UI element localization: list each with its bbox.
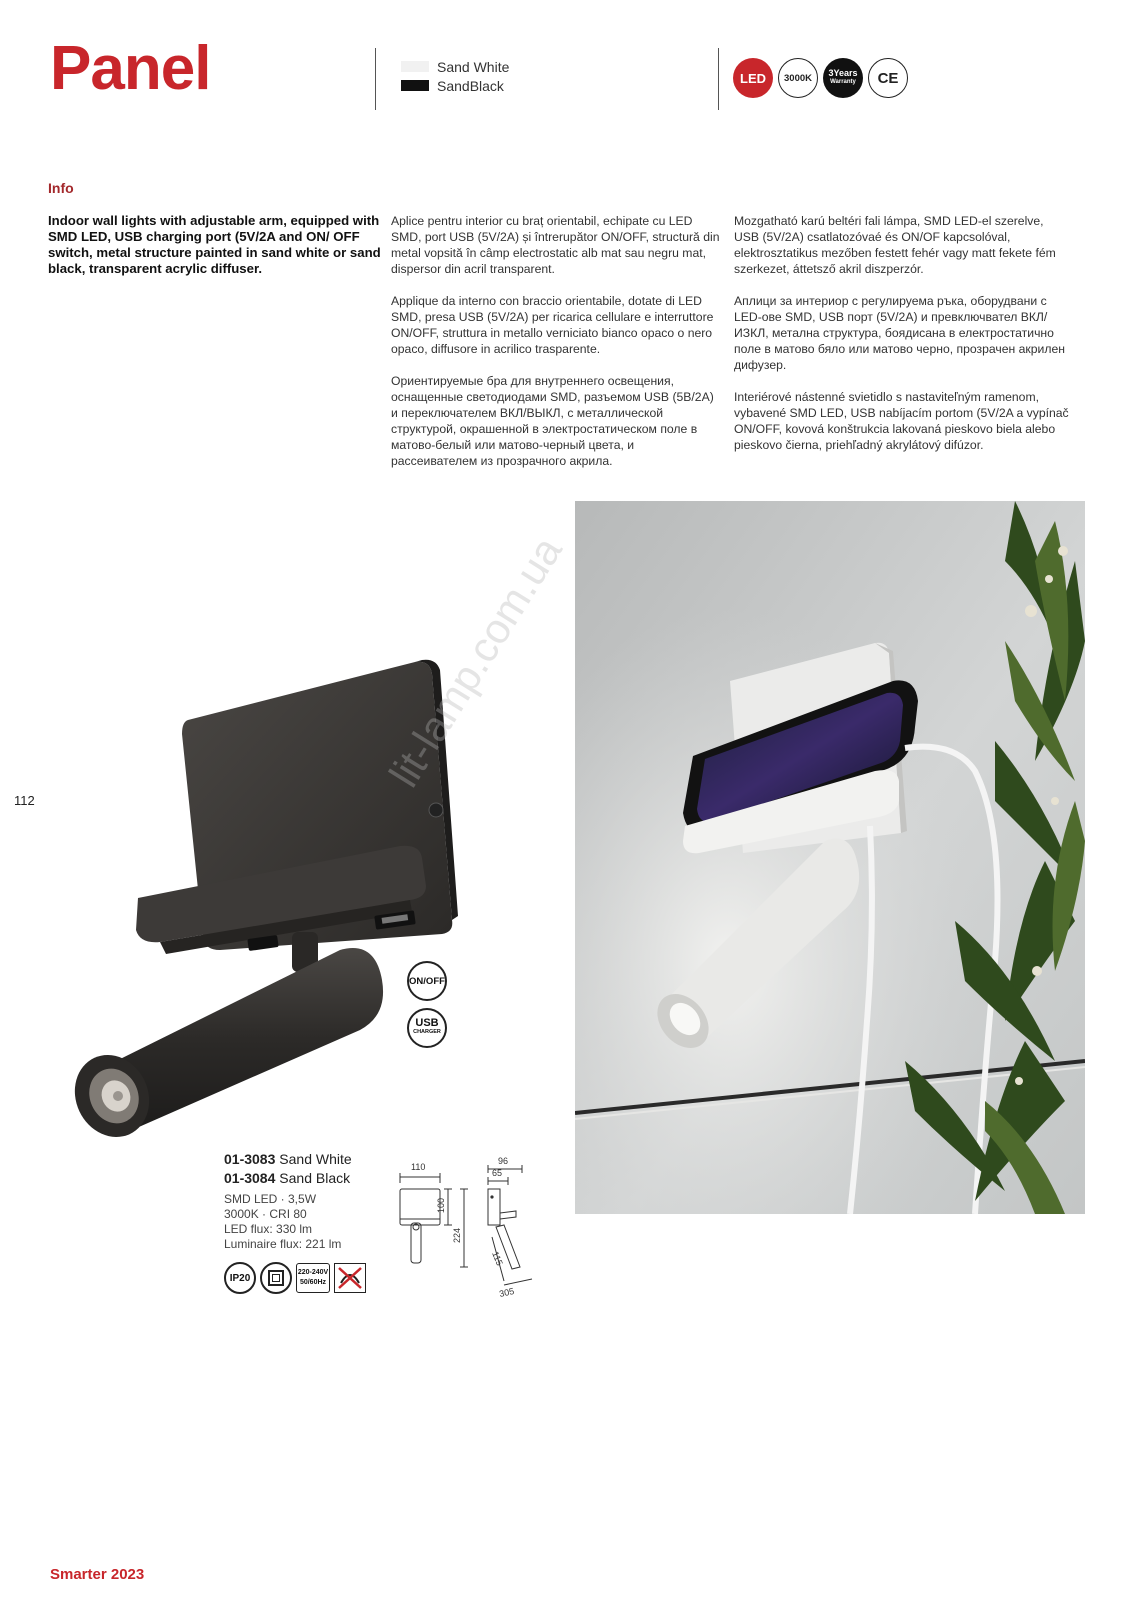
on-off-label: ON/OFF bbox=[409, 975, 445, 987]
code-row-black bbox=[224, 1169, 352, 1188]
product-code: 01-3084 bbox=[224, 1170, 276, 1186]
dim-front-width: 110 bbox=[411, 1162, 426, 1172]
dimension-drawing bbox=[392, 1157, 552, 1307]
on-off-switch-icon bbox=[407, 961, 447, 1001]
description-hu: Mozgatható karú beltéri fali lámpa, SMD LED-el szerelve, USB (5V/2A) csatlatozóvaé és ON/OF kapcsolóval, elektrosztatikus mezőben festett fehér vagy matt fekete fém szerkezet, áttetsző akril diszperzór. bbox=[734, 214, 1056, 276]
voltage-icon bbox=[296, 1263, 330, 1293]
description-ro: Aplice pentru interior cu braț orientabil, echipate cu LED SMD, port USB (5V/2A) și întrerupător ON/OFF, structură din metal vopsită în câmp electrostatic alb mat sau negru mat, dispersor din acril transparent. bbox=[391, 214, 720, 276]
page-title: Panel bbox=[50, 34, 211, 103]
finish-sand-black bbox=[401, 76, 509, 95]
warranty-badge bbox=[823, 58, 863, 98]
description-col-2 bbox=[391, 213, 723, 485]
finish-swatches bbox=[401, 57, 509, 95]
dim-side-depth: 96 bbox=[498, 1157, 509, 1166]
warranty-word: Warranty bbox=[830, 79, 856, 85]
product-codes bbox=[224, 1150, 352, 1252]
description-col-3 bbox=[734, 213, 1069, 469]
usb-charger-icon bbox=[407, 1008, 447, 1048]
product-code: 01-3083 bbox=[224, 1151, 276, 1167]
footer-label: Smarter 2023 bbox=[50, 1566, 145, 1583]
description-sk: Interiérové nástenné svietidlo s nastaviteľným ramenom, vybavené SMD LED, USB nabíjacím portom (5V/2A a vypínač ON/OFF, kovová konštrukcia lakovaná pieskovo biela alebo pieskovo čierna, priehľadný akrylátový difúzor. bbox=[734, 390, 1069, 452]
spec-line: LED flux: 330 lm bbox=[224, 1222, 313, 1236]
swatch-white bbox=[401, 61, 429, 72]
product-photo-white bbox=[575, 501, 1085, 1214]
watermark: lit-lamp.com.ua bbox=[380, 528, 571, 795]
description-bg: Аплици за интериор с регулируема ръка, оборудвани с LED-ове SMD, USB порт (5V/2A) и превключвател ВКЛ/ИЗКЛ, метална структура, боядисана в електростатично поле в матово бяло или матово черно, прозрачен акрилен дифузер. bbox=[734, 294, 1065, 372]
finish-sand-white bbox=[401, 57, 509, 76]
dim-plate-depth: 65 bbox=[492, 1168, 503, 1178]
info-heading: Info bbox=[48, 180, 74, 196]
code-row-white bbox=[224, 1150, 352, 1169]
cert-badges bbox=[733, 58, 908, 98]
header-divider-right bbox=[718, 48, 719, 110]
finish-label: SandBlack bbox=[437, 77, 504, 94]
usb-label: USB bbox=[415, 1017, 439, 1029]
spec-line: 3000K · CRI 80 bbox=[224, 1207, 307, 1221]
class-ii-icon bbox=[260, 1262, 292, 1294]
no-dimmer-icon bbox=[334, 1263, 366, 1293]
ip-label: IP20 bbox=[229, 1272, 251, 1284]
product-finish: Sand Black bbox=[279, 1170, 351, 1186]
spec-line: Luminaire flux: 221 lm bbox=[224, 1237, 342, 1251]
dim-total-height: 224 bbox=[452, 1227, 462, 1243]
voltage-line-2: 50/60Hz bbox=[299, 1279, 327, 1286]
cct-badge: 3000K bbox=[778, 58, 818, 98]
usb-sub-label: CHARGER bbox=[413, 1029, 441, 1035]
ce-badge: CE bbox=[868, 58, 908, 98]
spec-icons bbox=[224, 1262, 366, 1294]
page-number: 112 bbox=[14, 793, 35, 808]
led-badge: LED bbox=[733, 58, 773, 98]
dim-plate-height: 100 bbox=[436, 1197, 446, 1213]
dimmer-crossed-icon bbox=[336, 1265, 364, 1291]
product-finish: Sand White bbox=[279, 1151, 352, 1167]
description-ru: Ориентируемые бра для внутреннего освещения, оснащенные светодиодами SMD, разъемом USB (5В/2А) и переключателем ВКЛ/ВЫКЛ, с металлической структурой, окрашенной в электростатическом поле в матово-белый или матово-черный цвета, и рассеивателем из прозрачного акрила. bbox=[391, 374, 714, 468]
finish-label: Sand White bbox=[437, 58, 510, 75]
spec-line: SMD LED · 3,5W bbox=[224, 1192, 317, 1206]
voltage-line-1: 220-240V bbox=[297, 1269, 329, 1276]
header-divider-left bbox=[375, 48, 376, 110]
dim-diagonal: 305 bbox=[498, 1286, 516, 1299]
ip20-icon bbox=[224, 1262, 256, 1294]
swatch-black bbox=[401, 80, 429, 91]
inner-square bbox=[272, 1274, 280, 1282]
dim-arm-length: 115 bbox=[490, 1250, 505, 1268]
double-square-icon bbox=[268, 1270, 284, 1286]
description-it: Applique da interno con braccio orientabile, dotate di LED SMD, presa USB (5V/2A) per ricarica cellulare e interruttore ON/OFF, struttura in metallo verniciato bianco opaco o nero opaco, diffusore in acrilico trasparente. bbox=[391, 294, 714, 356]
warranty-years: 3Years bbox=[828, 68, 858, 78]
description-en: Indoor wall lights with adjustable arm, equipped with SMD LED, USB charging port (5V/2A and ON/ OFF switch, metal structure painted in sand white or sand black, transparent acrylic diffuser. bbox=[48, 213, 381, 276]
